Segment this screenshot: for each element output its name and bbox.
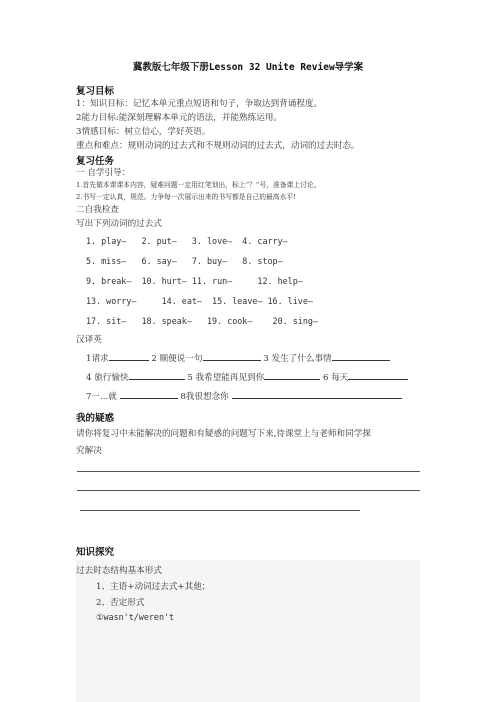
explore-heading: 知识探究	[76, 547, 115, 558]
note-line-2: 2.书写一定认真，规范。力争每一次展示出来的书写都是自己的最高水平!	[76, 193, 296, 201]
document-title: 冀教版七年级下册Lesson 32 Unite Review导学案	[132, 62, 364, 73]
translate-row-1	[86, 352, 390, 364]
answer-blank[interactable]	[109, 352, 149, 361]
goal-line-2: 2能力目标:能深刻理解本单元的语法，并能熟练运用。	[76, 113, 283, 123]
writing-line-1[interactable]	[77, 471, 420, 472]
goal-line-1: 1：知识目标：记忆本单元重点短语和句子，争取达到背诵程度。	[76, 99, 323, 109]
translate-item-4: 4 旅行愉快	[86, 373, 129, 383]
answer-blank[interactable]	[232, 390, 402, 399]
goal-line-3: 3情感目标：树立信心，学好英语。	[76, 127, 211, 137]
self-study-guide: 一 自学引导：	[76, 168, 131, 178]
doubts-instruction-1: 请你将复习中未能解决的问题和有疑惑的问题写下来,待课堂上与老师和同学探	[76, 429, 371, 439]
structure-rule-1: 1、主语+动词过去式+其他；	[96, 582, 211, 592]
answer-blank[interactable]	[332, 352, 390, 361]
answer-blank[interactable]	[348, 371, 408, 380]
translate-item-2: 2 顺便说一句	[151, 354, 203, 364]
self-check-heading: 二自我检查	[76, 205, 119, 215]
answer-blank[interactable]	[203, 352, 261, 361]
translate-item-3: 3 发生了什么事情	[263, 354, 332, 364]
note-line-1: 1.首先做本课课本内容，疑难问题一定用红笔划出，标上“？”号，准备课上讨论。	[76, 181, 321, 189]
verb-row-3: 9. break— 10. hurt— 11. run— 12. help—	[86, 276, 303, 286]
translate-item-8: 8我很想念你	[180, 392, 229, 402]
translate-item-1: 1请求	[86, 354, 109, 364]
answer-blank[interactable]	[129, 371, 185, 380]
translate-item-7: 7一...就	[86, 392, 117, 402]
verb-row-5: 17. sit— 18. speak— 19. cook— 20. sing—	[86, 316, 318, 326]
translate-row-3	[86, 390, 402, 402]
key-points-line: 重点和难点：规则动词的过去式和不规则动词的过去式，动词的过去时态。	[76, 141, 360, 151]
writing-line-3[interactable]	[80, 510, 360, 511]
translate-item-5: 5 我希望能再见到你	[187, 373, 265, 383]
verb-row-2: 5. miss— 6. say— 7. buy— 8. stop—	[86, 256, 283, 266]
answer-blank[interactable]	[264, 371, 320, 380]
translate-heading: 汉译英	[76, 335, 102, 345]
verb-instruction: 写出下列动词的过去式	[76, 219, 162, 229]
structure-rule-2: 2、否定形式	[96, 598, 145, 608]
review-tasks-heading: 复习任务	[76, 156, 115, 167]
review-goals-heading: 复习目标	[76, 86, 115, 97]
answer-blank[interactable]	[120, 390, 178, 399]
doubts-instruction-2: 究解决	[76, 446, 102, 456]
structure-heading: 过去时态结构基本形式	[76, 566, 162, 576]
verb-row-4: 13. worry— 14. eat— 15. leave— 16. live—	[86, 296, 313, 306]
translate-row-2	[86, 371, 408, 383]
structure-rule-2a: ①wasn't/weren't	[96, 612, 175, 622]
writing-line-2[interactable]	[77, 490, 420, 491]
doubts-heading: 我的疑惑	[76, 413, 115, 424]
verb-row-1: 1. play— 2. put— 3. love— 4. carry—	[86, 236, 288, 246]
translate-item-6: 6 每天	[323, 373, 349, 383]
